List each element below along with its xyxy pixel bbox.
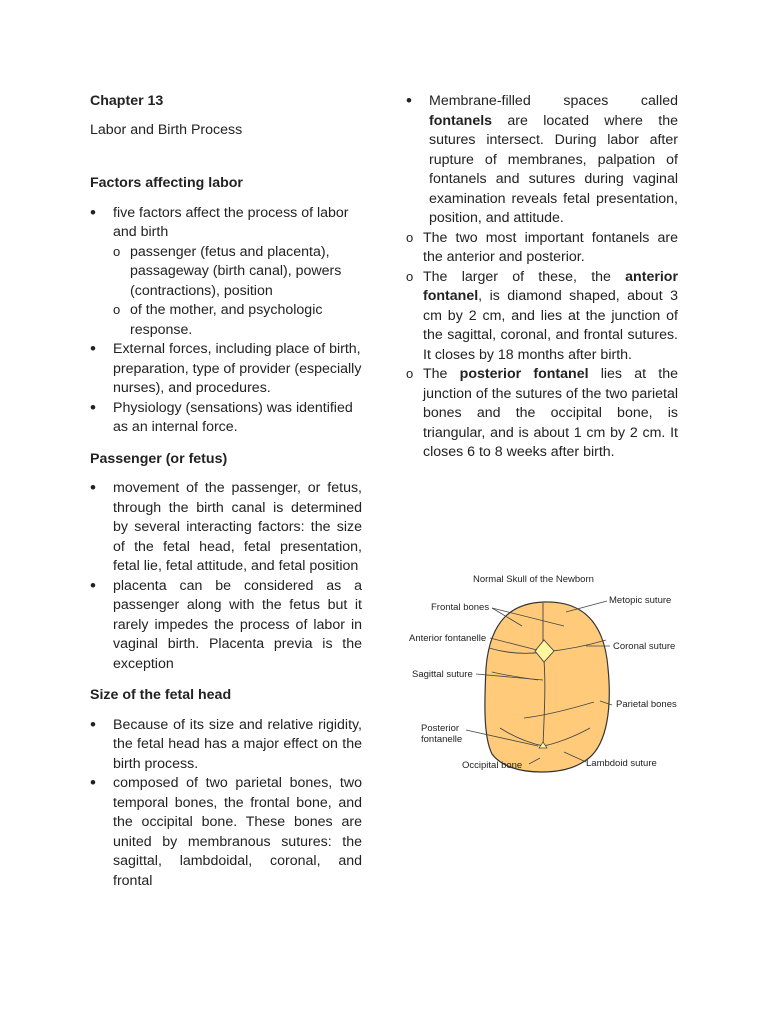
- chapter-subtitle: Labor and Birth Process: [90, 121, 243, 138]
- sublist-item: o of the mother, and psychologic response.: [113, 301, 362, 340]
- list-item: • placenta can be considered as a passenger along with the fetus but it rarely impedes the process of labor in vaginal birth. Placenta previa is the exception: [90, 577, 362, 675]
- label-occipital-bone: Occipital bone: [462, 760, 523, 771]
- heading-passenger: Passenger (or fetus): [90, 450, 228, 467]
- list-item: • composed of two parietal bones, two temporal bones, the frontal bone, and the occipital bone. These bones are united by membranous sutures: the sagittal, lambdoidal, coronal, and frontal: [90, 774, 362, 891]
- list-item: • Because of its size and relative rigidity, the fetal head has a major effect on the birth process.: [90, 716, 362, 775]
- label-sagittal-suture: Sagittal suture: [412, 669, 473, 680]
- figure-title: Normal Skull of the Newborn: [473, 574, 594, 585]
- sublist-fontanels: [406, 229, 678, 463]
- label-lambdoid-suture: Lambdoid suture: [586, 758, 657, 769]
- heading-factors-affecting-labor: Factors affecting labor: [90, 175, 243, 191]
- label-frontal-bones: Frontal bones: [431, 602, 490, 613]
- label-parietal-bones: Parietal bones: [616, 699, 677, 710]
- text-run: The: [423, 366, 460, 382]
- list-passenger: [90, 479, 362, 674]
- label-metopic-suture: Metopic suture: [609, 595, 672, 606]
- list-item-text: five factors affect the process of labor and birth: [113, 204, 349, 240]
- list-item: [90, 204, 362, 341]
- bold-term-anterior-fontanel: anterior fontanel: [423, 268, 678, 304]
- label-posterior-fontanelle-line2: fontanelle: [421, 734, 463, 745]
- list-item: • External forces, including place of birth, preparation, type of provider (especially nurses), and procedures.: [90, 340, 362, 399]
- list-factors: [90, 204, 362, 438]
- sublist-item: [406, 365, 678, 463]
- label-posterior-fontanelle-line1: Posterior: [421, 723, 460, 734]
- list-item: • movement of the passenger, or fetus, through the birth canal is determined by several interacting factors: the size of the fetal head, fetal presentation, fetal lie, fetal attitude, and fetal position: [90, 479, 362, 577]
- label-coronal-suture: Coronal suture: [613, 641, 676, 652]
- bold-term-posterior-fontanel: posterior fontanel: [459, 366, 589, 382]
- list-fetal-head: [90, 716, 362, 892]
- sublist-factors: [113, 243, 362, 341]
- text-run: Membrane-filled spaces called: [429, 93, 678, 109]
- text-run: The larger of these, the: [423, 268, 626, 285]
- list-item: [406, 92, 678, 229]
- list-item: • Physiology (sensations) was identified as an internal force.: [90, 399, 362, 438]
- newborn-skull-figure: [404, 568, 690, 778]
- sublist-item: o The two most important fontanels are the anterior and posterior.: [406, 229, 678, 268]
- label-anterior-fontanelle: Anterior fontanelle: [409, 633, 487, 644]
- chapter-title: Chapter 13: [90, 93, 164, 109]
- sublist-item: o passenger (fetus and placenta), passageway (birth canal), powers (contractions), position: [113, 243, 362, 302]
- skull-outline: [485, 602, 609, 772]
- text-run: , is diamond shaped, about 3 cm by 2 cm, and lies at the junction of the sagittal, coronal, and frontal sutures. It closes by 18 months after birth.: [423, 288, 678, 363]
- sublist-item: [406, 268, 678, 366]
- text-run: are located where the sutures intersect. During labor after rupture of membranes, palpation of fontanels and sutures during vaginal examination reveals fetal presentation, position, and attitude.: [429, 112, 678, 226]
- text-run: lies at the junction of the sutures of the two parietal bones and the occipital bone, is triangular, and is about 1 cm by 2 cm. It closes 6 to 8 weeks after birth.: [423, 366, 678, 460]
- left-column: [90, 92, 362, 903]
- heading-size-of-fetal-head: Size of the fetal head: [90, 687, 232, 703]
- right-column: [406, 92, 678, 463]
- list-fontanels: [406, 92, 678, 229]
- skull-diagram: [404, 568, 690, 778]
- bold-term-fontanels: fontanels: [429, 112, 493, 129]
